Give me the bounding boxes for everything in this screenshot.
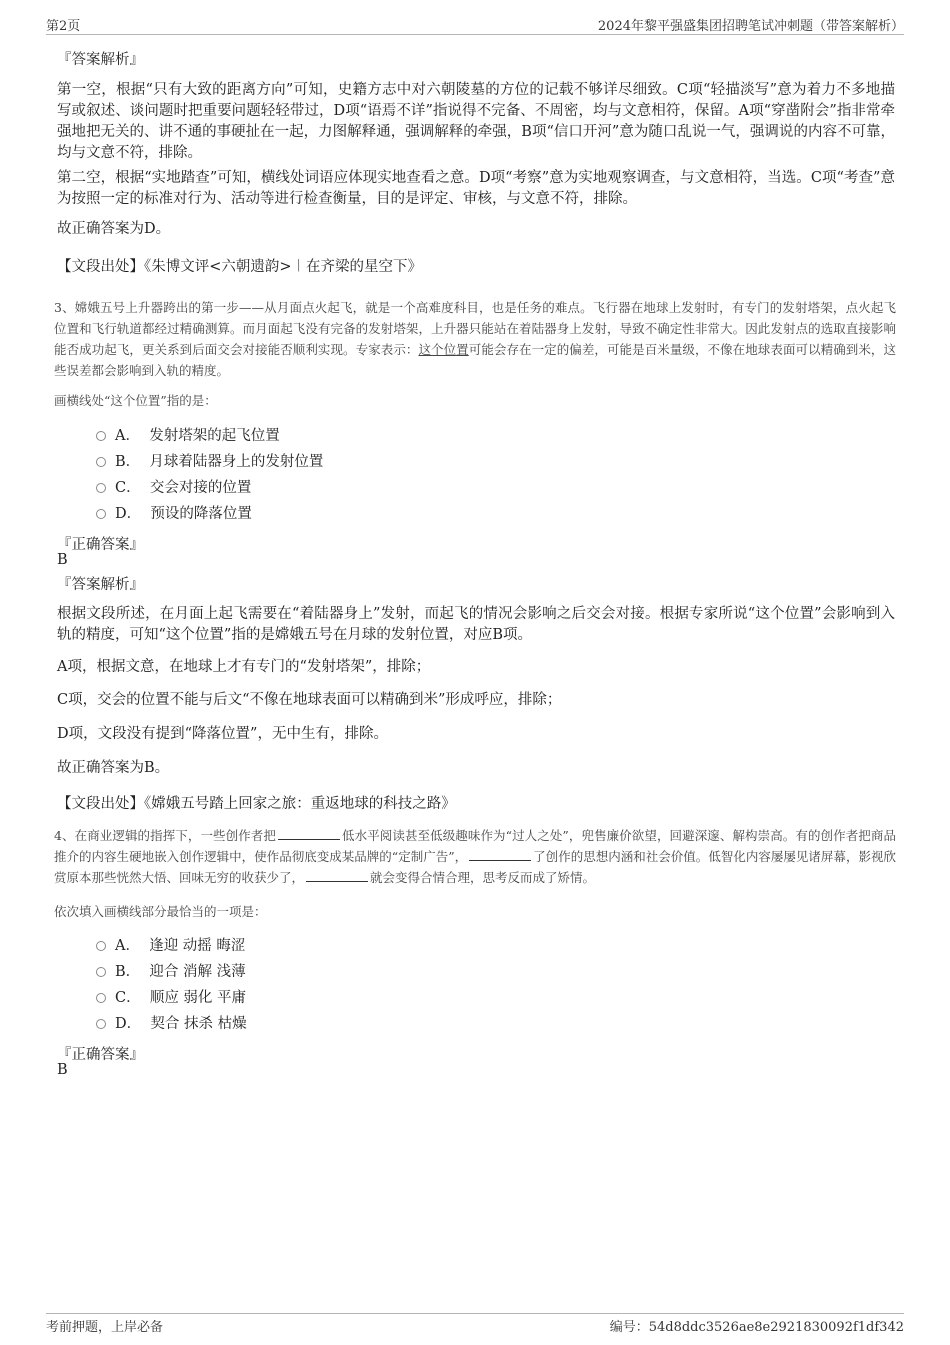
option-text: 迎合 消解 浅薄 — [149, 964, 246, 980]
option-key: A． — [115, 938, 140, 954]
q3-correct-label: 『正确答案』 — [57, 537, 144, 553]
option-key: B． — [115, 454, 141, 470]
analysis-conclusion: 故正确答案为D。 — [57, 221, 171, 237]
q3-analysis-paragraph-4: D项，文段没有提到“降落位置”，无中生有，排除。 — [57, 726, 388, 742]
option-key: D． — [115, 506, 142, 522]
question-4-text — [54, 825, 896, 888]
question-3-text-after: 可能会存在一定的偏差，可能是百米量级，不像在地球表面可以精确到米，这些误差都会影响到入轨的精度。 — [54, 342, 896, 378]
q3-option-a[interactable] — [96, 426, 280, 446]
q4-option-a[interactable] — [96, 936, 245, 956]
option-key: C． — [115, 990, 141, 1006]
option-key: C． — [115, 480, 141, 496]
option-text: 月球着陆器身上的发射位置 — [149, 454, 324, 470]
option-key: B． — [115, 964, 141, 980]
question-4-text-part: 就会变得合情合理，思考反而成了矫情。 — [370, 870, 596, 885]
page-number: 第2页 — [46, 19, 81, 34]
option-text: 发射塔架的起飞位置 — [149, 428, 280, 444]
question-4-text-part: 4、在商业逻辑的指挥下，一些创作者把 — [54, 828, 276, 843]
q4-correct-label: 『正确答案』 — [57, 1047, 144, 1063]
footer-slogan: 考前押题，上岸必备 — [46, 1320, 164, 1335]
q3-option-b[interactable] — [96, 452, 323, 472]
question-4-prompt: 依次填入画横线部分最恰当的一项是： — [54, 904, 267, 919]
passage-source: 【文段出处】《朱博文评<六朝遗韵>︱在齐梁的星空下》 — [57, 259, 423, 275]
radio-button[interactable] — [96, 483, 106, 493]
question-3-underlined: 这个位置 — [418, 342, 469, 357]
radio-button[interactable] — [96, 431, 106, 441]
option-text: 契合 抹杀 枯燥 — [150, 1016, 247, 1032]
radio-button[interactable] — [96, 509, 106, 519]
q3-option-d[interactable] — [96, 504, 252, 524]
q3-option-c[interactable] — [96, 478, 251, 498]
analysis-paragraph-1: 第一空，根据“只有大致的距离方向”可知，史籍方志中对六朝陵墓的方位的记载不够详尽细致。C项“轻描淡写”意为着力不多地描写或叙述、谈问题时把重要问题轻轻带过，D项“语焉不详”指说得不完备、不周密，均与文意相符，保留。A项“穿凿附会”指非常牵强地把无关的、讲不通的事硬扯在一起，力图解释通，强调解释的牵强，B项“信口开河”意为随口乱说一气，强调说的内容不可靠，均与文意不符，排除。 — [57, 82, 895, 161]
radio-button[interactable] — [96, 967, 106, 977]
question-3-text — [54, 297, 896, 381]
question-4-text-part: 了创作的思想内涵和社会价值。低智化内容屡屡见诸屏幕，影视欣赏原本那些恍然大悟、回味无穷的收获少了， — [54, 849, 896, 885]
analysis-paragraph-2: 第二空，根据“实地踏查”可知，横线处词语应体现实地查看之意。D项“考察”意为实地观察调查，与文意相符，当选。C项“考查”意为按照一定的标准对行为、活动等进行检查衡量，目的是评定、审核，与文意不符，排除。 — [57, 170, 895, 207]
radio-button[interactable] — [96, 941, 106, 951]
q3-analysis-paragraph-3: C项，交会的位置不能与后文“不像在地球表面可以精确到米”形成呼应，排除； — [57, 692, 562, 708]
q3-analysis-paragraph-2: A项，根据文意，在地球上才有专门的“发射塔架”，排除； — [57, 659, 431, 675]
page-footer — [46, 1313, 904, 1336]
option-key: D． — [115, 1016, 142, 1032]
option-text: 交会对接的位置 — [149, 480, 252, 496]
q4-correct-answer: B — [57, 1062, 68, 1078]
radio-button[interactable] — [96, 993, 106, 1003]
question-3-prompt: 画横线处“这个位置”指的是： — [54, 393, 217, 408]
q3-analysis-paragraph-1: 根据文段所述，在月面上起飞需要在“着陆器身上”发射，而起飞的情况会影响之后交会对接。根据专家所说“这个位置”会影响到入轨的精度，可知“这个位置”指的是嫦娥五号在月球的发射位置，对应B项。 — [57, 606, 895, 643]
q3-analysis-label: 『答案解析』 — [57, 577, 144, 593]
option-text: 逢迎 动摇 晦涩 — [149, 938, 246, 954]
q4-option-d[interactable] — [96, 1014, 247, 1034]
page-header — [46, 14, 904, 35]
analysis-label: 『答案解析』 — [57, 52, 144, 68]
option-key: A． — [115, 428, 140, 444]
radio-button[interactable] — [96, 457, 106, 467]
q3-correct-answer: B — [57, 552, 68, 568]
option-text: 预设的降落位置 — [150, 506, 252, 522]
document-title: 2024年黎平强盛集团招聘笔试冲刺题（带答案解析） — [597, 19, 904, 34]
fill-blank-1 — [278, 827, 340, 840]
option-text: 顺应 弱化 平庸 — [149, 990, 247, 1006]
document-code: 编号：54d8ddc3526ae8e2921830092f1df342 — [609, 1320, 904, 1335]
q4-option-b[interactable] — [96, 962, 246, 982]
question-4-text-part: 低水平阅读甚至低级趣味作为“过人之处”，兜售廉价欲望，回避深邃、解构崇高。有的创作者把商品推介的内容生硬地嵌入创作逻辑中，使作品彻底变成某品牌的“定制广告”， — [54, 828, 896, 864]
fill-blank-2 — [469, 848, 531, 861]
question-3-text-before: 3、嫦娥五号上升器跨出的第一步——从月面点火起飞，就是一个高难度科目，也是任务的难点。飞行器在地球上发射时，有专门的发射塔架，点火起飞位置和飞行轨道都经过精确测算。而月面起飞没有完备的发射塔架，上升器只能站在着陆器身上发射，导致不确定性非常大。因此发射点的选取直接影响能否成功起飞，更关系到后面交会对接能否顺利实现。专家表示： — [54, 300, 896, 357]
q3-analysis-conclusion: 故正确答案为B。 — [57, 760, 170, 776]
radio-button[interactable] — [96, 1019, 106, 1029]
q4-option-c[interactable] — [96, 988, 246, 1008]
fill-blank-3 — [306, 869, 368, 882]
q3-passage-source: 【文段出处】《嫦娥五号踏上回家之旅：重返地球的科技之路》 — [57, 796, 456, 812]
